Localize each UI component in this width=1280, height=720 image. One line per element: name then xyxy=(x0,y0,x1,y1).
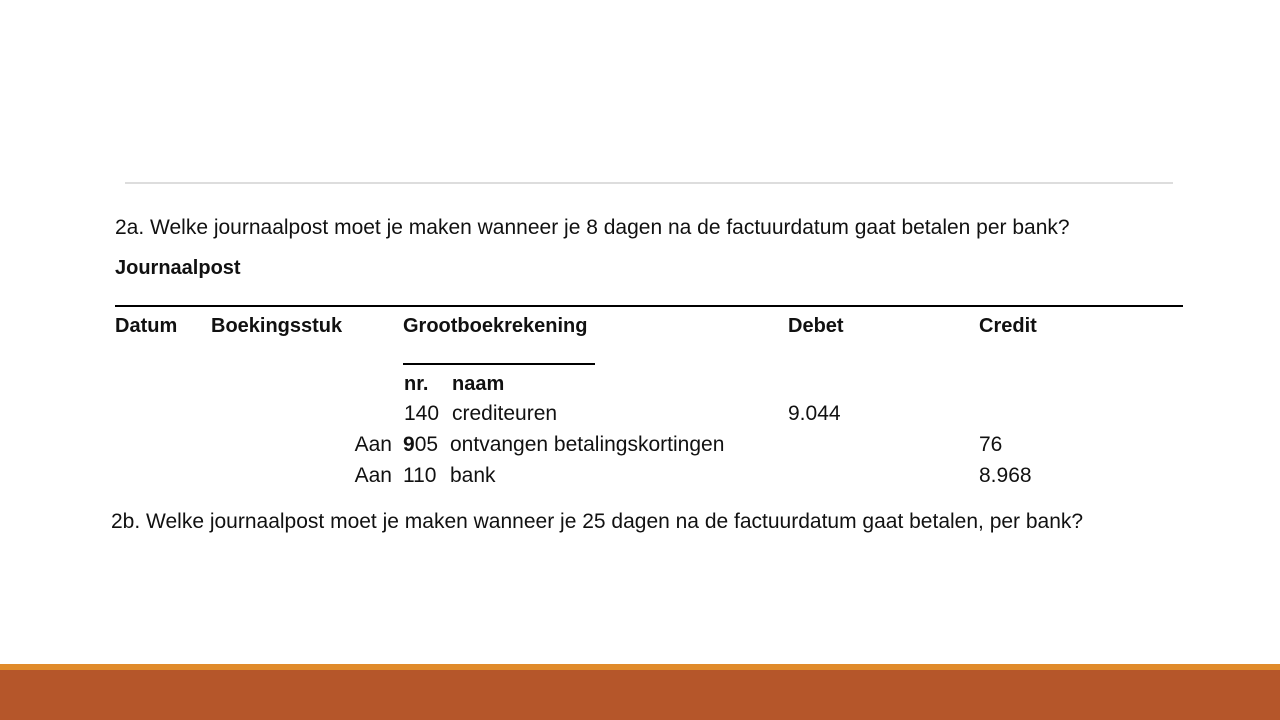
table-header-rule xyxy=(115,305,1183,307)
row-2-credit: 76 xyxy=(979,433,1003,456)
grootboekrekening-underline xyxy=(403,363,595,365)
row-2-naam: ontvangen betalingskortingen xyxy=(450,433,725,456)
header-boekingsstuk: Boekingsstuk xyxy=(211,315,343,337)
row-1-debet: 9.044 xyxy=(788,402,841,425)
header-datum: Datum xyxy=(115,315,178,337)
row-1-naam: crediteuren xyxy=(452,402,558,425)
header-grootboekrekening: Grootboekrekening xyxy=(403,315,588,337)
footer-band xyxy=(0,664,1280,720)
row-2-prefix: Aan xyxy=(354,433,392,456)
row-2-nr: 905 xyxy=(403,433,439,456)
question-2b: 2b. Welke journaalpost moet je maken wanneer je 25 dagen na de factuurdatum gaat betalen, per bank? xyxy=(111,510,1084,533)
row-1-nr: 140 xyxy=(404,402,440,425)
row-3-nr: 110 xyxy=(403,464,437,487)
row-3-credit: 8.968 xyxy=(979,464,1032,487)
header-credit: Credit xyxy=(979,315,1037,337)
header-debet: Debet xyxy=(788,315,844,337)
row-3-prefix: Aan xyxy=(354,464,392,487)
section-title: Journaalpost xyxy=(115,257,241,279)
row-3-naam: bank xyxy=(450,464,496,487)
question-2a: 2a. Welke journaalpost moet je maken wanneer je 8 dagen na de factuurdatum gaat betalen per bank? xyxy=(115,216,1070,239)
subheader-naam: naam xyxy=(452,373,505,395)
subheader-nr: nr. xyxy=(404,373,429,395)
top-divider xyxy=(125,182,1173,184)
footer-stripe xyxy=(0,664,1280,670)
